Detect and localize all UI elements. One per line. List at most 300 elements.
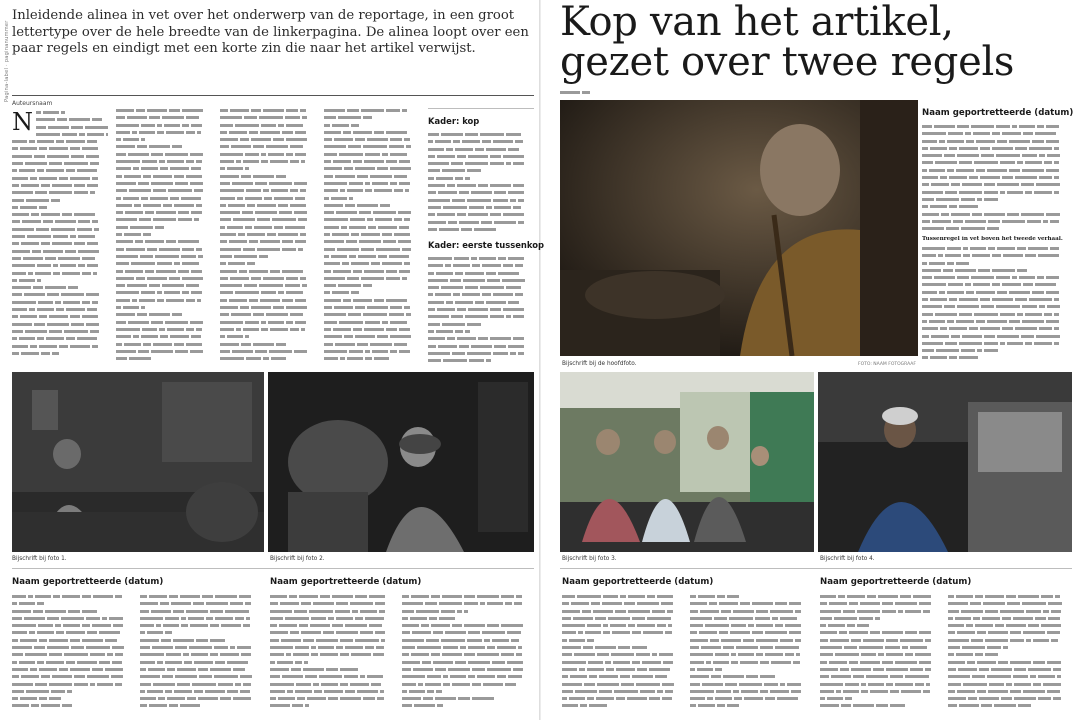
text-line (922, 275, 1072, 282)
text-line (116, 283, 212, 290)
text-line (562, 594, 684, 601)
text-line (220, 283, 316, 290)
text-line (402, 638, 534, 645)
text-line (428, 307, 534, 314)
text-line (36, 117, 108, 124)
text-line (12, 198, 108, 205)
text-line (324, 196, 420, 203)
text-line (116, 349, 212, 356)
text-line (220, 159, 316, 166)
text-line (220, 239, 316, 246)
text-line (116, 152, 212, 159)
text-line (12, 616, 134, 623)
sidebar-item-2 (428, 256, 534, 368)
text-line (922, 348, 1072, 355)
text-line (402, 609, 534, 616)
text-line (12, 227, 108, 234)
text-line (820, 667, 942, 674)
text-line (562, 601, 684, 608)
text-line (324, 188, 420, 195)
text-line (562, 682, 684, 689)
text-line (690, 689, 812, 696)
text-line (12, 623, 134, 630)
text-line (116, 305, 212, 312)
text-line (12, 667, 134, 674)
text-line (324, 247, 420, 254)
text-line (116, 144, 212, 151)
text-line (324, 320, 420, 327)
text-line (220, 276, 316, 283)
text-line (116, 290, 212, 297)
main-photo-credit: FOTO: NAAM FOTOGRAAF (858, 362, 916, 367)
text-line (220, 130, 316, 137)
text-line (12, 183, 108, 190)
text-line (428, 183, 534, 190)
text-line (270, 652, 396, 659)
text-line (324, 312, 420, 319)
text-line (690, 594, 812, 601)
text-line (562, 696, 684, 703)
text-line (402, 652, 534, 659)
text-line (12, 212, 108, 219)
text-line (402, 703, 534, 710)
bottom-left-caption-2: Bijschrift bij foto 2. (270, 556, 325, 562)
sidebar-item-1 (428, 132, 534, 236)
text-line (690, 601, 812, 608)
text-line (116, 298, 212, 305)
page-edge-label: Pagina-label · paginanummer (4, 20, 10, 102)
text-line (116, 217, 212, 224)
text-line (922, 146, 1072, 153)
text-line (12, 176, 108, 183)
text-line (428, 256, 534, 263)
text-line (948, 667, 1072, 674)
text-line (402, 667, 534, 674)
text-line (140, 689, 262, 696)
text-line (324, 123, 420, 130)
text-line (948, 616, 1072, 623)
text-line (324, 137, 420, 144)
text-line (270, 630, 396, 637)
text-line (116, 115, 212, 122)
body-column-1 (12, 110, 108, 368)
text-line (12, 351, 108, 358)
text-line (12, 263, 108, 270)
text-line (220, 342, 316, 349)
text-line (922, 297, 1072, 304)
text-line (562, 667, 684, 674)
text-line (560, 90, 656, 97)
text-line (690, 660, 812, 667)
text-line (116, 269, 212, 276)
text-line (140, 667, 262, 674)
text-line (922, 197, 1072, 204)
profile-heading-2: Naam geportretteerde (datum) (270, 577, 422, 587)
text-line (562, 660, 684, 667)
profile-heading-4: Naam geportretteerde (datum) (820, 577, 972, 587)
text-line (428, 168, 534, 175)
text-line (220, 137, 316, 144)
sidebar-heading: Kader: kop (428, 116, 480, 126)
text-line (562, 689, 684, 696)
text-line (220, 320, 316, 327)
text-line (428, 161, 534, 168)
text-line (220, 269, 316, 276)
text-line (922, 355, 1072, 362)
text-line (116, 174, 212, 181)
text-line (402, 682, 534, 689)
text-line (116, 225, 212, 232)
text-line (428, 351, 534, 358)
bottom-right-caption-2: Bijschrift bij foto 4. (820, 556, 875, 562)
text-line (324, 217, 420, 224)
text-line (12, 300, 108, 307)
profile-heading-1: Naam geportretteerde (datum) (12, 577, 164, 587)
text-line (324, 232, 420, 239)
text-line (820, 645, 942, 652)
text-line (324, 269, 420, 276)
text-line (922, 282, 1072, 289)
text-line (12, 344, 108, 351)
text-line (922, 290, 1072, 297)
text-line (324, 356, 420, 363)
text-line (922, 131, 1072, 138)
text-line (12, 278, 108, 285)
text-line (324, 108, 420, 115)
text-line (922, 182, 1072, 189)
text-line (12, 249, 108, 256)
text-line (922, 168, 1072, 175)
text-line (402, 689, 534, 696)
text-line (116, 247, 212, 254)
main-photo (560, 100, 918, 356)
text-line (220, 123, 316, 130)
profile-heading-3: Naam geportretteerde (datum) (562, 577, 714, 587)
text-line (270, 660, 396, 667)
text-line (220, 349, 316, 356)
text-line (220, 261, 316, 268)
text-line (562, 645, 684, 652)
text-line (140, 638, 262, 645)
text-line (402, 616, 534, 623)
profile-text-2b (402, 594, 534, 718)
text-line (820, 682, 942, 689)
text-line (562, 703, 684, 710)
text-line (428, 271, 534, 278)
text-line (12, 271, 108, 278)
text-line (428, 336, 534, 343)
text-line (140, 703, 262, 710)
text-line (324, 327, 420, 334)
text-line (116, 166, 212, 173)
text-line (270, 623, 396, 630)
text-line (12, 307, 108, 314)
text-line (220, 181, 316, 188)
text-line (922, 312, 1072, 319)
text-line (116, 254, 212, 261)
text-line (690, 609, 812, 616)
text-line (948, 630, 1072, 637)
body-column-2 (116, 108, 212, 370)
text-line (140, 674, 262, 681)
text-line (116, 188, 212, 195)
text-line (324, 159, 420, 166)
text-line (428, 154, 534, 161)
text-line (562, 623, 684, 630)
text-line (428, 147, 534, 154)
right-side-lead: Tussenregel in vet boven het tweede verhaal. (922, 236, 1063, 242)
text-line (116, 181, 212, 188)
text-line (270, 689, 396, 696)
text-line (116, 130, 212, 137)
text-line (428, 358, 534, 365)
text-line (220, 108, 316, 115)
text-line (428, 190, 534, 197)
bottom-right-caption-1: Bijschrift bij foto 3. (562, 556, 617, 562)
text-line (140, 601, 262, 608)
text-line (270, 638, 396, 645)
text-line (116, 312, 212, 319)
text-line (12, 241, 108, 248)
text-line (324, 115, 420, 122)
text-line (428, 322, 534, 329)
text-line (36, 125, 108, 132)
text-line (922, 334, 1072, 341)
text-line (820, 660, 942, 667)
right-profile-heading: Naam geportretteerde (datum) (922, 108, 1074, 118)
text-line (324, 174, 420, 181)
text-line (428, 314, 534, 321)
text-line (324, 144, 420, 151)
text-line (948, 623, 1072, 630)
text-line (428, 205, 534, 212)
text-line (220, 188, 316, 195)
text-line (12, 689, 134, 696)
text-line (402, 660, 534, 667)
text-line (690, 616, 812, 623)
text-line (220, 247, 316, 254)
text-line (140, 682, 262, 689)
text-line (820, 689, 942, 696)
text-line (116, 239, 212, 246)
text-line (922, 341, 1072, 348)
text-line (324, 181, 420, 188)
text-line (220, 327, 316, 334)
bottom-left-caption-1: Bijschrift bij foto 1. (12, 556, 67, 562)
text-line (562, 674, 684, 681)
text-line (140, 630, 262, 637)
text-line (12, 674, 134, 681)
text-line (428, 263, 534, 270)
body-column-3 (220, 108, 316, 370)
text-line (140, 594, 262, 601)
text-line (820, 609, 942, 616)
text-line (948, 660, 1072, 667)
text-line (220, 174, 316, 181)
text-line (270, 609, 396, 616)
text-line (12, 219, 108, 226)
text-line (948, 652, 1072, 659)
text-line (220, 254, 316, 261)
text-line (922, 319, 1072, 326)
text-line (948, 609, 1072, 616)
text-line (820, 696, 942, 703)
text-line (116, 356, 212, 363)
text-line (428, 220, 534, 227)
text-line (220, 312, 316, 319)
text-line (820, 652, 942, 659)
text-line (220, 203, 316, 210)
text-line (324, 342, 420, 349)
text-line (12, 190, 108, 197)
text-line (220, 232, 316, 239)
text-line (220, 356, 316, 363)
text-line (402, 674, 534, 681)
text-line (12, 234, 108, 241)
text-line (220, 196, 316, 203)
text-line (12, 285, 108, 292)
text-line (116, 137, 212, 144)
profile-text-3b (690, 594, 812, 718)
text-line (690, 630, 812, 637)
text-line (428, 292, 534, 299)
text-line (12, 682, 134, 689)
text-line (922, 246, 1072, 253)
profile-text-2a (270, 594, 396, 718)
text-line (948, 689, 1072, 696)
text-line (428, 344, 534, 351)
text-line (324, 334, 420, 341)
text-line (12, 630, 134, 637)
text-line (220, 152, 316, 159)
text-line (324, 152, 420, 159)
text-line (116, 342, 212, 349)
text-line (12, 645, 134, 652)
right-side-text-1 (922, 124, 1072, 234)
text-line (270, 674, 396, 681)
text-line (324, 130, 420, 137)
bottom-right-photo-2 (818, 372, 1072, 552)
text-line (428, 300, 534, 307)
text-line (220, 144, 316, 151)
text-line (12, 205, 108, 212)
text-line (402, 696, 534, 703)
text-line (690, 667, 812, 674)
text-line (12, 703, 134, 710)
text-line (220, 334, 316, 341)
text-line (270, 616, 396, 623)
text-line (922, 326, 1072, 333)
text-line (116, 108, 212, 115)
text-line (948, 696, 1072, 703)
text-line (562, 652, 684, 659)
text-line (948, 674, 1072, 681)
text-line (948, 682, 1072, 689)
text-line (820, 630, 942, 637)
text-line (12, 146, 108, 153)
text-line (116, 261, 212, 268)
text-line (820, 601, 942, 608)
text-line (220, 115, 316, 122)
text-line (922, 160, 1072, 167)
text-line (562, 616, 684, 623)
text-line (116, 232, 212, 239)
text-line (820, 638, 942, 645)
text-line (428, 212, 534, 219)
text-line (690, 674, 812, 681)
profile-text-1a (12, 594, 134, 718)
text-line (116, 123, 212, 130)
right-side-text-2 (922, 246, 1072, 368)
bottom-left-photo-1 (12, 372, 264, 552)
text-line (922, 190, 1072, 197)
text-line (690, 696, 812, 703)
byline: Auteursnaam (12, 100, 53, 107)
text-line (922, 268, 1072, 275)
bottom-left-photo-2 (268, 372, 534, 552)
text-line (324, 225, 420, 232)
text-line (948, 601, 1072, 608)
text-line (324, 210, 420, 217)
text-line (270, 667, 396, 674)
text-line (324, 254, 420, 261)
bottom-right-photo-1 (560, 372, 814, 552)
text-line (324, 305, 420, 312)
text-line (428, 285, 534, 292)
text-line (324, 276, 420, 283)
text-line (140, 645, 262, 652)
text-line (36, 110, 108, 117)
text-line (820, 623, 942, 630)
text-line (428, 139, 534, 146)
text-line (220, 166, 316, 173)
text-line (922, 226, 1072, 233)
text-line (948, 594, 1072, 601)
text-line (562, 638, 684, 645)
text-line (116, 159, 212, 166)
text-line (562, 609, 684, 616)
text-line (220, 290, 316, 297)
text-line (922, 219, 1072, 226)
text-line (270, 601, 396, 608)
text-line (324, 298, 420, 305)
text-line (220, 298, 316, 305)
text-line (922, 253, 1072, 260)
text-line (922, 204, 1072, 211)
text-line (12, 154, 108, 161)
text-line (690, 703, 812, 710)
text-line (12, 329, 108, 336)
text-line (820, 594, 942, 601)
text-line (220, 217, 316, 224)
body-column-4 (324, 108, 420, 370)
profile-text-3a (562, 594, 684, 718)
text-line (12, 696, 134, 703)
text-line (428, 132, 534, 139)
intro-deck: Inleidende alinea in vet over het onderwerp van de reportage, in een groot lettertype over de hele breedte van de linkerpagina. De alinea loopt over een paar regels en eindigt met een korte zin die naar het artikel verwijst. (12, 8, 529, 57)
drop-cap: N (12, 110, 33, 136)
text-line (12, 161, 108, 168)
text-line (428, 176, 534, 183)
sidebar-item-title: Kader: eerste tussenkop (428, 240, 544, 250)
text-line (428, 329, 534, 336)
text-line (116, 334, 212, 341)
right-column-1 (560, 90, 656, 98)
text-line (402, 630, 534, 637)
text-line (220, 305, 316, 312)
text-line (690, 623, 812, 630)
main-photo-caption: Bijschrift bij de hoofdfoto. (562, 361, 637, 367)
